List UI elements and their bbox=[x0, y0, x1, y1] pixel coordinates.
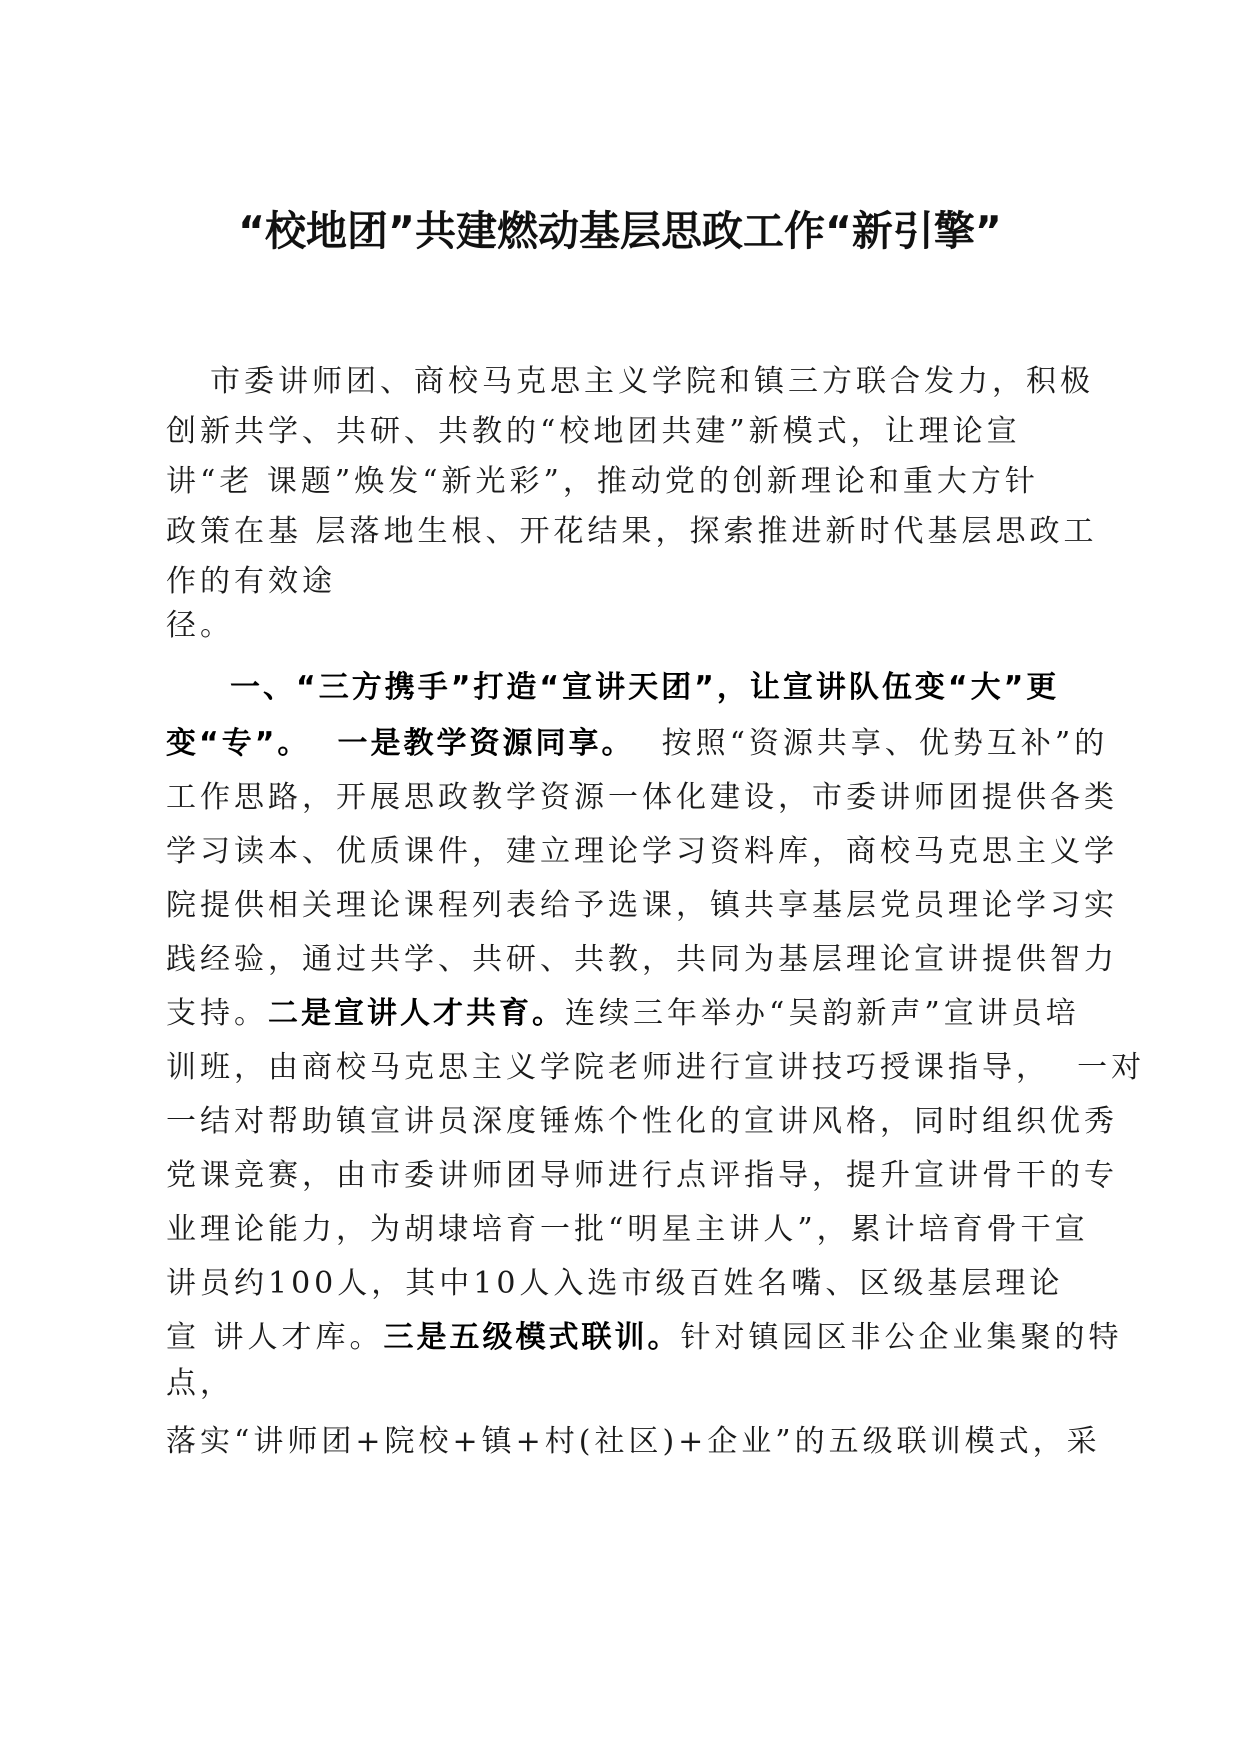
subpoint-3-label: 三是五级模式联训。 bbox=[383, 1320, 681, 1355]
section-line-7-start: 支持。 bbox=[166, 996, 268, 1031]
section-line-3: 工作思路，开展思政教学资源一体化建设，市委讲师团提供各类 bbox=[166, 780, 1118, 815]
intro-line-2: 创新共学、共研、共教的“校地团共建”新模式，让理论宣 bbox=[166, 414, 1021, 449]
section-line-7-text: 连续三年举办“吴韵新声”宣讲员培 bbox=[565, 996, 1080, 1031]
section-line-13-text: 针对镇园区非公企业集聚的特 bbox=[680, 1320, 1123, 1355]
section-line-13 bbox=[166, 1312, 1123, 1356]
section-line-8: 训班，由商校马克思主义学院老师进行宣讲技巧授课指导， 一对 bbox=[166, 1050, 1146, 1085]
intro-line-5: 作的有效途 bbox=[166, 564, 336, 599]
section-line-6: 践经验，通过共学、共研、共教，共同为基层理论宣讲提供智力 bbox=[166, 942, 1118, 977]
subpoint-1-label: 一是教学资源同享。 bbox=[337, 726, 635, 761]
subpoint-2-label: 二是宣讲人才共育。 bbox=[268, 996, 565, 1031]
intro-line-4: 政策在基 层落地生根、开花结果，探索推进新时代基层思政工 bbox=[166, 514, 1098, 549]
section-line-5: 院提供相关理论课程列表给予选课，镇共享基层党员理论学习实 bbox=[166, 888, 1118, 923]
document-title: “校地团”共建燃动基层思政工作“新引擎” bbox=[238, 207, 1002, 255]
section-line-10: 党课竞赛，由市委讲师团导师进行点评指导，提升宣讲骨干的专 bbox=[166, 1158, 1118, 1193]
section-line-13-start: 宣 讲人才库。 bbox=[166, 1320, 384, 1355]
section-line-7 bbox=[166, 988, 1080, 1032]
section-line-2-text: 按照“资源共享、优势互补”的 bbox=[661, 726, 1109, 761]
section-line-9: 一结对帮助镇宣讲员深度锤炼个性化的宣讲风格，同时组织优秀 bbox=[166, 1104, 1118, 1139]
section-line-2 bbox=[166, 718, 1108, 762]
intro-line-3: 讲“老 课题”焕发“新光彩”，推动党的创新理论和重大方针 bbox=[166, 464, 1039, 499]
section-heading-line-1: 一、“三方携手”打造“宣讲天团”，让宣讲队伍变“大”更 bbox=[230, 670, 1060, 705]
section-heading-part-2: 变“专”。 bbox=[166, 726, 311, 761]
section-line-12: 讲员约100人，其中10人入选市级百姓名嘴、区级基层理论 bbox=[166, 1266, 1064, 1301]
section-line-14: 点， bbox=[166, 1366, 234, 1401]
section-line-4: 学习读本、优质课件，建立理论学习资料库，商校马克思主义学 bbox=[166, 834, 1118, 869]
intro-line-6: 径。 bbox=[166, 608, 234, 643]
intro-line-1: 市委讲师团、商校马克思主义学院和镇三方联合发力，积极 bbox=[210, 364, 1094, 399]
section-line-11: 业理论能力，为胡埭培育一批“明星主讲人”，累计培育骨干宣 bbox=[166, 1212, 1089, 1247]
section-line-15: 落实“讲师团+院校+镇+村(社区)+企业”的五级联训模式，采 bbox=[166, 1424, 1101, 1459]
